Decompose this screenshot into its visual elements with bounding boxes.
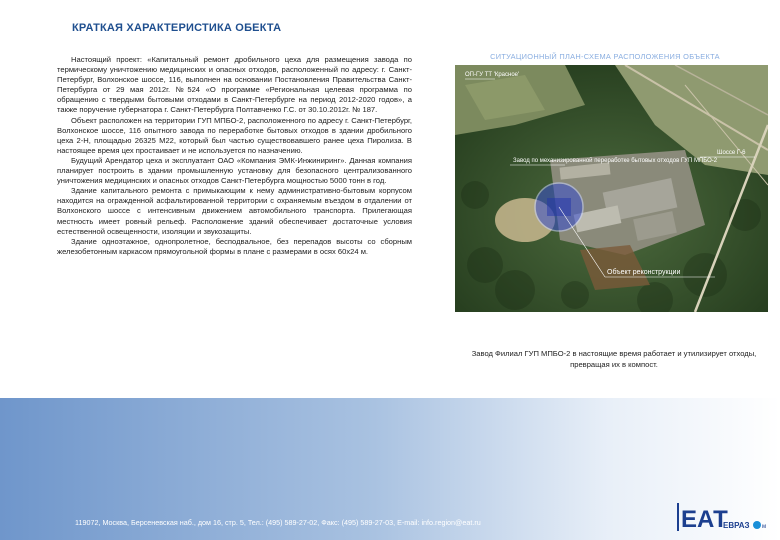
eat-logo	[677, 497, 769, 533]
satellite-image	[455, 65, 768, 312]
logo-circle-icon	[753, 521, 761, 529]
logo-tail-text: м	[762, 524, 767, 530]
logo-sub-text: ЕВРАЗ	[723, 521, 750, 530]
map-label-right: Шоссе Г-6	[717, 150, 746, 156]
footer-contacts: 119072, Москва, Берсеневская наб., дом 16, стр. 5, Тел.: (495) 589-27-02, Факс: (495) 589-27-03, E-mail: info.region@eat.ru	[75, 518, 481, 527]
page-title: КРАТКАЯ ХАРАКТЕРИСТИКА ОБЕКТА	[72, 22, 282, 34]
situation-map	[455, 65, 768, 312]
paragraph-2: Объект расположен на территории ГУП МПБО-2, расположенного по адресу г. Санкт-Петербург, Волхонское шоссе, 116 опытного завода по переработке бытовых отходов в здании дробильного цеха 2-Н, площадью 26325 М22, который был частью существовавшего ранее цеха Пиролиза. В настоящее время цех простаивает и не используется по назначению.	[57, 115, 412, 155]
map-label-top: ОП-ГУ ТТ 'Красное'	[465, 72, 520, 78]
logo-main-text: ЕАТ	[681, 506, 728, 533]
map-label-plant: Завод по механизированной переработке бытовых отходов ГУП МПБО-2	[513, 158, 718, 164]
map-label-object: Объект реконструкции	[607, 269, 681, 276]
plant-caption: Завод Филиал ГУП МПБО-2 в настоящие время работает и утилизирует отходы, превращая их в компост.	[471, 349, 757, 369]
paragraph-5: Здание одноэтажное, однопролетное, бесподвальное, без перепадов высоты со сборным железобетонным каркасом прямоугольной формы в плане с размерами в осях 60х24 м.	[57, 236, 412, 256]
paragraph-4: Здание капитального ремонта с примыкающим к нему административно-бытовым корпусом находится на огражденной асфальтированной территории с охраняемым въездом в отдалении от Волхонского шоссе с интенсивным движением автомобильного транспорта. Прилегающая местность имеет ровный рельеф. Расположение зданий обеспечивает достаточные условия естественной освещенности, изоляции и звукозащиты.	[57, 186, 412, 236]
map-caption: СИТУАЦИОННЫЙ ПЛАН-СХЕМА РАСПОЛОЖЕНИЯ ОБЪЕКТА	[490, 52, 720, 61]
paragraph-3: Будущий Арендатор цеха и эксплуатант ОАО «Компания ЭМК-Инжиниринг». Данная компания планирует построить в здании промышленную установку для безопасного централизованного уничтожения медицинских и опасных отходов Санкт-Петербурга мощностью 5000 тонн в год.	[57, 155, 412, 186]
description-text	[57, 55, 412, 257]
paragraph-1: Настоящий проект: «Капитальный ремонт дробильного цеха для размещения завода по термическому уничтожению медицинских и опасных отходов, расположенный по адресу: г. Санкт-Петербург, Волхонское шоссе, 116, выполнен на основании Постановления Правительства Санкт-Петербурга от 29 мая 2012г. №524 «О программе «Региональная целевая программа по обращению с твердыми бытовыми отходами в Санкт-Петербурге на период 2012-2020 годов», а также поручение губернатора г. Санкт-Петербурга Полтавченко Г.С. от 30.10.2012г. № 187.	[57, 55, 412, 115]
